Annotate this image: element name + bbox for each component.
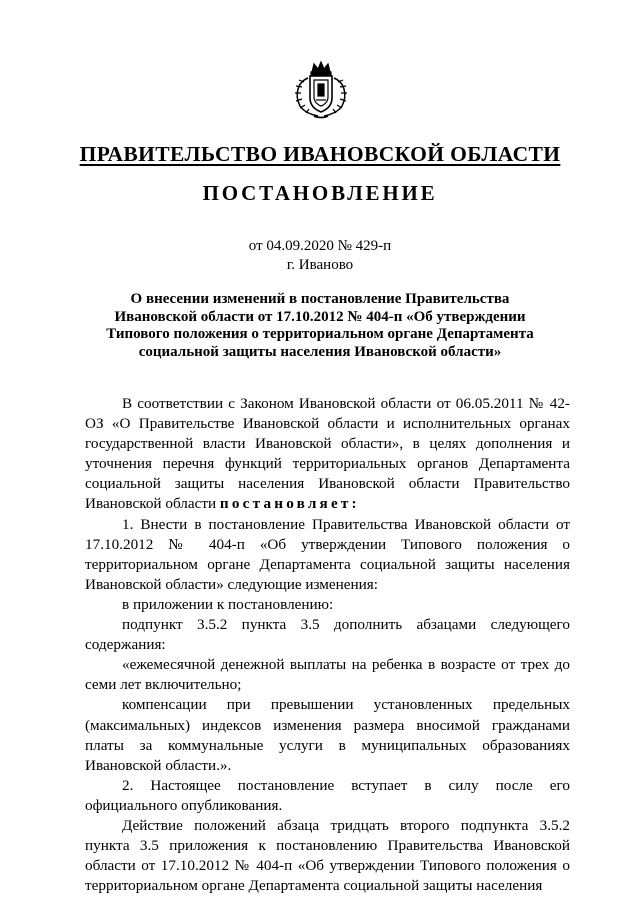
document-subject xyxy=(95,291,545,361)
coat-of-arms-icon xyxy=(290,60,352,120)
preamble-paragraph xyxy=(85,394,570,515)
item-3-paragraph: Действие положений абзаца тридцать второго подпункта 3.5.2 пункта 3.5 приложения к постановлению Правительства Ивановской области от 17.10.2012 № 404-п «Об утверждении Типового положения о территориальном органе Департамента социальной защиты населения xyxy=(85,816,570,895)
government-title: ПРАВИТЕЛЬСТВО ИВАНОВСКОЙ ОБЛАСТИ xyxy=(79,142,561,166)
subject-line: Ивановской области от 17.10.2012 № 404-п «Об утверждении xyxy=(114,308,526,325)
quoted-text-paragraph-2: компенсации при превышении установленных предельных (максимальных) индексов изменения размера вносимой гражданами платы за коммунальные услуги в муниципальных образованиях Ивановской области.». xyxy=(85,696,570,774)
decree-word: постановляет: xyxy=(219,495,360,513)
subpoint-paragraph: подпункт 3.5.2 пункта 3.5 дополнить абзацами следующего содержания: xyxy=(85,616,570,654)
subject-line: О внесении изменений в постановление Правительства xyxy=(130,291,510,307)
date-and-number: от 04.09.2020 № 429-п xyxy=(248,238,392,254)
item-2-paragraph: 2. Настоящее постановление вступает в силу после его официального опубликования. xyxy=(85,776,570,814)
document-type-title: ПОСТАНОВЛЕНИЕ xyxy=(202,181,438,205)
document-body xyxy=(85,394,570,896)
preamble-text: В соответствии с Законом Ивановской области от 06.05.2011 № 42-ОЗ «О Правительстве Ивановской области и исполнительных органах государственной власти Ивановской области», в целях дополнения и уточнения перечня функций территориальных органов Департамента социальной защиты населения Ивановской области Правительство Ивановской области xyxy=(85,395,570,513)
city-name: г. Иваново xyxy=(286,257,354,273)
appendix-reference-paragraph: в приложении к постановлению: xyxy=(122,595,334,613)
subject-line: социальной защиты населения Ивановской области» xyxy=(138,343,502,360)
item-1-paragraph: 1. Внести в постановление Правительства Ивановской области от 17.10.2012 № 404-п «Об утверждении Типового положения о территориальном органе Департамента социальной защиты населения Ивановской области» следующие изменения: xyxy=(85,515,570,593)
quoted-text-paragraph-1: «ежемесячной денежной выплаты на ребенка в возрасте от трех до семи лет включительно; xyxy=(85,656,570,694)
subject-line: Типового положения о территориальном органе Департамента xyxy=(106,326,534,342)
